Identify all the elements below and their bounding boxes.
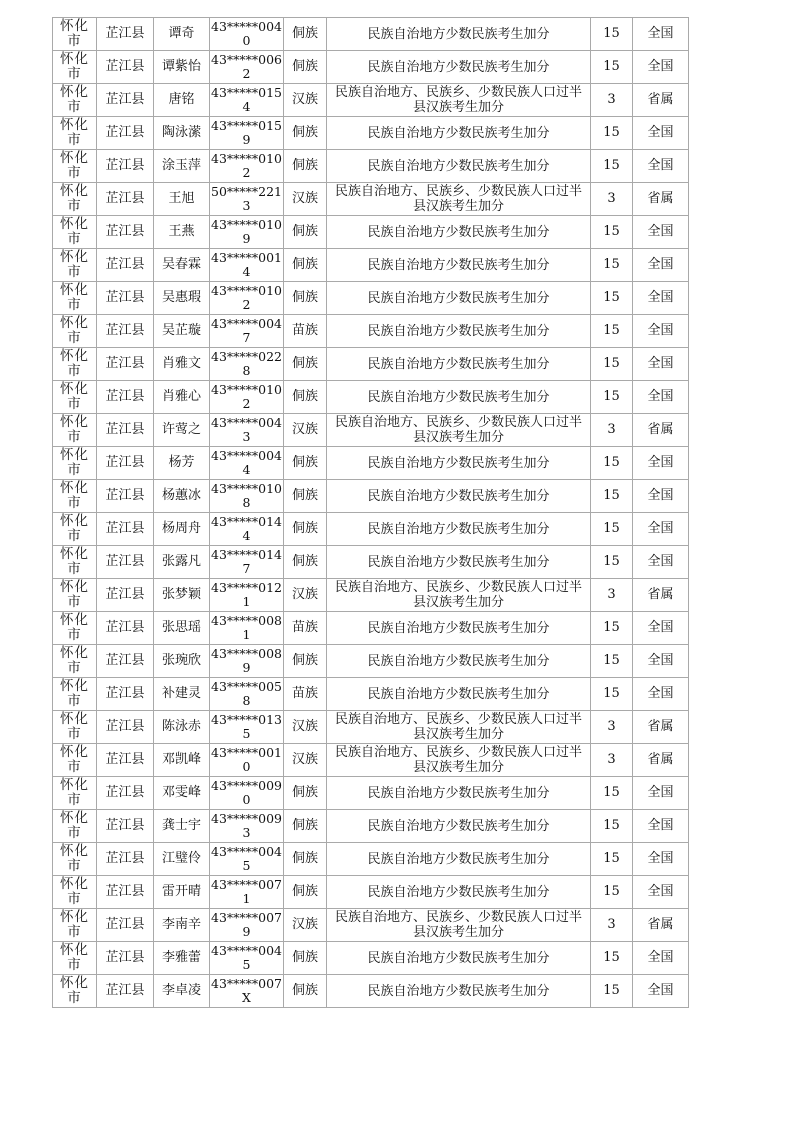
id-number-cell: 43*****0071 xyxy=(210,876,284,909)
table-row xyxy=(53,150,689,183)
bonus-points-table xyxy=(52,17,689,1008)
bonus-points-cell: 15 xyxy=(591,150,633,183)
table-row xyxy=(53,249,689,282)
bonus-points-cell: 15 xyxy=(591,348,633,381)
bonus-points-cell: 3 xyxy=(591,414,633,447)
id-number-cell: 43*****0154 xyxy=(210,84,284,117)
county-cell: 芷江县 xyxy=(97,612,154,645)
bonus-points-cell: 15 xyxy=(591,18,633,51)
county-cell: 芷江县 xyxy=(97,975,154,1008)
table-row xyxy=(53,909,689,942)
table-row xyxy=(53,84,689,117)
bonus-points-cell: 15 xyxy=(591,612,633,645)
city-cell: 怀化市 xyxy=(53,942,97,975)
scope-cell: 全国 xyxy=(633,645,689,678)
scope-cell: 全国 xyxy=(633,612,689,645)
table-row xyxy=(53,315,689,348)
city-cell: 怀化市 xyxy=(53,447,97,480)
name-cell: 谭紫怡 xyxy=(154,51,210,84)
ethnicity-cell: 侗族 xyxy=(284,249,327,282)
scope-cell: 全国 xyxy=(633,447,689,480)
table-row xyxy=(53,612,689,645)
bonus-points-cell: 15 xyxy=(591,975,633,1008)
ethnicity-cell: 汉族 xyxy=(284,84,327,117)
scope-cell: 全国 xyxy=(633,843,689,876)
scope-cell: 全国 xyxy=(633,249,689,282)
name-cell: 陈泳赤 xyxy=(154,711,210,744)
bonus-policy-cell: 民族自治地方、民族乡、少数民族人口过半县汉族考生加分 xyxy=(327,84,591,117)
id-number-cell: 43*****0081 xyxy=(210,612,284,645)
bonus-policy-cell: 民族自治地方少数民族考生加分 xyxy=(327,249,591,282)
table-row xyxy=(53,117,689,150)
scope-cell: 省属 xyxy=(633,711,689,744)
ethnicity-cell: 汉族 xyxy=(284,909,327,942)
name-cell: 张琬欣 xyxy=(154,645,210,678)
name-cell: 谭奇 xyxy=(154,18,210,51)
id-number-cell: 43*****0045 xyxy=(210,942,284,975)
county-cell: 芷江县 xyxy=(97,645,154,678)
city-cell: 怀化市 xyxy=(53,975,97,1008)
table-row xyxy=(53,876,689,909)
county-cell: 芷江县 xyxy=(97,414,154,447)
scope-cell: 省属 xyxy=(633,414,689,447)
table-row xyxy=(53,414,689,447)
bonus-policy-cell: 民族自治地方少数民族考生加分 xyxy=(327,645,591,678)
name-cell: 李南辛 xyxy=(154,909,210,942)
city-cell: 怀化市 xyxy=(53,315,97,348)
city-cell: 怀化市 xyxy=(53,579,97,612)
scope-cell: 全国 xyxy=(633,348,689,381)
id-number-cell: 43*****0093 xyxy=(210,810,284,843)
bonus-policy-cell: 民族自治地方、民族乡、少数民族人口过半县汉族考生加分 xyxy=(327,414,591,447)
bonus-policy-cell: 民族自治地方少数民族考生加分 xyxy=(327,942,591,975)
scope-cell: 全国 xyxy=(633,942,689,975)
bonus-policy-cell: 民族自治地方少数民族考生加分 xyxy=(327,612,591,645)
id-number-cell: 43*****0121 xyxy=(210,579,284,612)
ethnicity-cell: 侗族 xyxy=(284,282,327,315)
bonus-points-cell: 15 xyxy=(591,480,633,513)
name-cell: 张梦颖 xyxy=(154,579,210,612)
bonus-points-cell: 3 xyxy=(591,744,633,777)
county-cell: 芷江县 xyxy=(97,711,154,744)
county-cell: 芷江县 xyxy=(97,678,154,711)
id-number-cell: 43*****0044 xyxy=(210,447,284,480)
county-cell: 芷江县 xyxy=(97,942,154,975)
bonus-policy-cell: 民族自治地方少数民族考生加分 xyxy=(327,282,591,315)
id-number-cell: 43*****0147 xyxy=(210,546,284,579)
county-cell: 芷江县 xyxy=(97,117,154,150)
county-cell: 芷江县 xyxy=(97,546,154,579)
city-cell: 怀化市 xyxy=(53,414,97,447)
bonus-points-cell: 15 xyxy=(591,843,633,876)
ethnicity-cell: 苗族 xyxy=(284,612,327,645)
ethnicity-cell: 汉族 xyxy=(284,414,327,447)
name-cell: 吴芷璇 xyxy=(154,315,210,348)
bonus-policy-cell: 民族自治地方、民族乡、少数民族人口过半县汉族考生加分 xyxy=(327,579,591,612)
table-row xyxy=(53,216,689,249)
city-cell: 怀化市 xyxy=(53,909,97,942)
bonus-points-cell: 15 xyxy=(591,777,633,810)
id-number-cell: 43*****0102 xyxy=(210,381,284,414)
name-cell: 吴惠瑕 xyxy=(154,282,210,315)
bonus-points-cell: 3 xyxy=(591,579,633,612)
ethnicity-cell: 侗族 xyxy=(284,810,327,843)
id-number-cell: 43*****0144 xyxy=(210,513,284,546)
city-cell: 怀化市 xyxy=(53,843,97,876)
bonus-policy-cell: 民族自治地方、民族乡、少数民族人口过半县汉族考生加分 xyxy=(327,711,591,744)
name-cell: 江璧伶 xyxy=(154,843,210,876)
bonus-points-cell: 15 xyxy=(591,117,633,150)
table-body xyxy=(53,18,689,1008)
scope-cell: 全国 xyxy=(633,150,689,183)
bonus-policy-cell: 民族自治地方少数民族考生加分 xyxy=(327,18,591,51)
bonus-policy-cell: 民族自治地方少数民族考生加分 xyxy=(327,843,591,876)
ethnicity-cell: 侗族 xyxy=(284,843,327,876)
name-cell: 李雅蕾 xyxy=(154,942,210,975)
ethnicity-cell: 侗族 xyxy=(284,645,327,678)
bonus-points-cell: 3 xyxy=(591,183,633,216)
county-cell: 芷江县 xyxy=(97,579,154,612)
name-cell: 杨蕙冰 xyxy=(154,480,210,513)
table-row xyxy=(53,777,689,810)
name-cell: 王燕 xyxy=(154,216,210,249)
bonus-policy-cell: 民族自治地方少数民族考生加分 xyxy=(327,480,591,513)
bonus-points-cell: 3 xyxy=(591,84,633,117)
id-number-cell: 43*****0043 xyxy=(210,414,284,447)
bonus-policy-cell: 民族自治地方少数民族考生加分 xyxy=(327,546,591,579)
bonus-policy-cell: 民族自治地方、民族乡、少数民族人口过半县汉族考生加分 xyxy=(327,183,591,216)
bonus-points-cell: 15 xyxy=(591,315,633,348)
table-row xyxy=(53,645,689,678)
scope-cell: 全国 xyxy=(633,480,689,513)
name-cell: 肖雅心 xyxy=(154,381,210,414)
county-cell: 芷江县 xyxy=(97,480,154,513)
table-row xyxy=(53,546,689,579)
id-number-cell: 50*****2213 xyxy=(210,183,284,216)
table-row xyxy=(53,480,689,513)
scope-cell: 全国 xyxy=(633,975,689,1008)
city-cell: 怀化市 xyxy=(53,810,97,843)
id-number-cell: 43*****0135 xyxy=(210,711,284,744)
id-number-cell: 43*****0102 xyxy=(210,150,284,183)
name-cell: 陶泳潆 xyxy=(154,117,210,150)
ethnicity-cell: 汉族 xyxy=(284,183,327,216)
bonus-policy-cell: 民族自治地方少数民族考生加分 xyxy=(327,447,591,480)
name-cell: 李卓凌 xyxy=(154,975,210,1008)
scope-cell: 省属 xyxy=(633,579,689,612)
city-cell: 怀化市 xyxy=(53,645,97,678)
id-number-cell: 43*****0159 xyxy=(210,117,284,150)
bonus-points-cell: 15 xyxy=(591,51,633,84)
ethnicity-cell: 侗族 xyxy=(284,513,327,546)
id-number-cell: 43*****0045 xyxy=(210,843,284,876)
county-cell: 芷江县 xyxy=(97,183,154,216)
city-cell: 怀化市 xyxy=(53,84,97,117)
ethnicity-cell: 侗族 xyxy=(284,975,327,1008)
scope-cell: 全国 xyxy=(633,513,689,546)
name-cell: 吴春霖 xyxy=(154,249,210,282)
id-number-cell: 43*****0014 xyxy=(210,249,284,282)
id-number-cell: 43*****0079 xyxy=(210,909,284,942)
scope-cell: 全国 xyxy=(633,282,689,315)
ethnicity-cell: 侗族 xyxy=(284,51,327,84)
bonus-policy-cell: 民族自治地方少数民族考生加分 xyxy=(327,51,591,84)
city-cell: 怀化市 xyxy=(53,282,97,315)
ethnicity-cell: 侗族 xyxy=(284,381,327,414)
table-row xyxy=(53,51,689,84)
table-row xyxy=(53,282,689,315)
name-cell: 肖雅文 xyxy=(154,348,210,381)
bonus-points-cell: 3 xyxy=(591,909,633,942)
county-cell: 芷江县 xyxy=(97,348,154,381)
name-cell: 杨芳 xyxy=(154,447,210,480)
table-row xyxy=(53,18,689,51)
county-cell: 芷江县 xyxy=(97,150,154,183)
table-row xyxy=(53,183,689,216)
city-cell: 怀化市 xyxy=(53,480,97,513)
id-number-cell: 43*****0089 xyxy=(210,645,284,678)
scope-cell: 省属 xyxy=(633,909,689,942)
name-cell: 杨周舟 xyxy=(154,513,210,546)
scope-cell: 全国 xyxy=(633,18,689,51)
id-number-cell: 43*****0047 xyxy=(210,315,284,348)
id-number-cell: 43*****0108 xyxy=(210,480,284,513)
county-cell: 芷江县 xyxy=(97,216,154,249)
id-number-cell: 43*****0062 xyxy=(210,51,284,84)
ethnicity-cell: 侗族 xyxy=(284,150,327,183)
table-row xyxy=(53,513,689,546)
bonus-points-cell: 15 xyxy=(591,645,633,678)
county-cell: 芷江县 xyxy=(97,315,154,348)
bonus-policy-cell: 民族自治地方、民族乡、少数民族人口过半县汉族考生加分 xyxy=(327,744,591,777)
county-cell: 芷江县 xyxy=(97,447,154,480)
id-number-cell: 43*****0058 xyxy=(210,678,284,711)
table-row xyxy=(53,348,689,381)
bonus-policy-cell: 民族自治地方少数民族考生加分 xyxy=(327,150,591,183)
ethnicity-cell: 汉族 xyxy=(284,744,327,777)
ethnicity-cell: 侗族 xyxy=(284,480,327,513)
table-row xyxy=(53,810,689,843)
scope-cell: 全国 xyxy=(633,678,689,711)
bonus-points-cell: 15 xyxy=(591,546,633,579)
county-cell: 芷江县 xyxy=(97,249,154,282)
bonus-points-cell: 15 xyxy=(591,942,633,975)
county-cell: 芷江县 xyxy=(97,282,154,315)
scope-cell: 全国 xyxy=(633,216,689,249)
ethnicity-cell: 侗族 xyxy=(284,348,327,381)
bonus-points-cell: 15 xyxy=(591,513,633,546)
bonus-policy-cell: 民族自治地方少数民族考生加分 xyxy=(327,777,591,810)
scope-cell: 省属 xyxy=(633,744,689,777)
scope-cell: 省属 xyxy=(633,183,689,216)
scope-cell: 全国 xyxy=(633,315,689,348)
table-row xyxy=(53,711,689,744)
ethnicity-cell: 苗族 xyxy=(284,315,327,348)
bonus-policy-cell: 民族自治地方少数民族考生加分 xyxy=(327,678,591,711)
ethnicity-cell: 汉族 xyxy=(284,579,327,612)
city-cell: 怀化市 xyxy=(53,612,97,645)
city-cell: 怀化市 xyxy=(53,546,97,579)
id-number-cell: 43*****0109 xyxy=(210,216,284,249)
ethnicity-cell: 侗族 xyxy=(284,216,327,249)
county-cell: 芷江县 xyxy=(97,18,154,51)
bonus-points-cell: 15 xyxy=(591,810,633,843)
bonus-policy-cell: 民族自治地方少数民族考生加分 xyxy=(327,513,591,546)
name-cell: 邓凯峰 xyxy=(154,744,210,777)
id-number-cell: 43*****0102 xyxy=(210,282,284,315)
city-cell: 怀化市 xyxy=(53,876,97,909)
name-cell: 王旭 xyxy=(154,183,210,216)
bonus-policy-cell: 民族自治地方少数民族考生加分 xyxy=(327,315,591,348)
city-cell: 怀化市 xyxy=(53,744,97,777)
ethnicity-cell: 侗族 xyxy=(284,18,327,51)
county-cell: 芷江县 xyxy=(97,810,154,843)
bonus-points-cell: 15 xyxy=(591,447,633,480)
county-cell: 芷江县 xyxy=(97,876,154,909)
table-row xyxy=(53,678,689,711)
table-row xyxy=(53,447,689,480)
table-row xyxy=(53,843,689,876)
bonus-points-cell: 3 xyxy=(591,711,633,744)
city-cell: 怀化市 xyxy=(53,513,97,546)
city-cell: 怀化市 xyxy=(53,51,97,84)
name-cell: 补建灵 xyxy=(154,678,210,711)
scope-cell: 全国 xyxy=(633,810,689,843)
table-row xyxy=(53,975,689,1008)
id-number-cell: 43*****0010 xyxy=(210,744,284,777)
name-cell: 邓雯峰 xyxy=(154,777,210,810)
id-number-cell: 43*****007X xyxy=(210,975,284,1008)
ethnicity-cell: 侗族 xyxy=(284,777,327,810)
bonus-points-cell: 15 xyxy=(591,876,633,909)
county-cell: 芷江县 xyxy=(97,513,154,546)
bonus-policy-cell: 民族自治地方少数民族考生加分 xyxy=(327,876,591,909)
ethnicity-cell: 苗族 xyxy=(284,678,327,711)
ethnicity-cell: 侗族 xyxy=(284,447,327,480)
city-cell: 怀化市 xyxy=(53,216,97,249)
table-row xyxy=(53,579,689,612)
name-cell: 涂玉萍 xyxy=(154,150,210,183)
bonus-points-cell: 15 xyxy=(591,282,633,315)
county-cell: 芷江县 xyxy=(97,843,154,876)
id-number-cell: 43*****0040 xyxy=(210,18,284,51)
city-cell: 怀化市 xyxy=(53,678,97,711)
scope-cell: 全国 xyxy=(633,117,689,150)
scope-cell: 全国 xyxy=(633,381,689,414)
county-cell: 芷江县 xyxy=(97,84,154,117)
ethnicity-cell: 侗族 xyxy=(284,546,327,579)
city-cell: 怀化市 xyxy=(53,381,97,414)
ethnicity-cell: 侗族 xyxy=(284,117,327,150)
bonus-points-cell: 15 xyxy=(591,678,633,711)
county-cell: 芷江县 xyxy=(97,777,154,810)
city-cell: 怀化市 xyxy=(53,150,97,183)
table-row xyxy=(53,381,689,414)
city-cell: 怀化市 xyxy=(53,348,97,381)
ethnicity-cell: 汉族 xyxy=(284,711,327,744)
name-cell: 雷开晴 xyxy=(154,876,210,909)
bonus-policy-cell: 民族自治地方少数民族考生加分 xyxy=(327,216,591,249)
ethnicity-cell: 侗族 xyxy=(284,942,327,975)
table-row xyxy=(53,942,689,975)
county-cell: 芷江县 xyxy=(97,381,154,414)
city-cell: 怀化市 xyxy=(53,18,97,51)
bonus-policy-cell: 民族自治地方、民族乡、少数民族人口过半县汉族考生加分 xyxy=(327,909,591,942)
id-number-cell: 43*****0090 xyxy=(210,777,284,810)
city-cell: 怀化市 xyxy=(53,183,97,216)
county-cell: 芷江县 xyxy=(97,909,154,942)
bonus-policy-cell: 民族自治地方少数民族考生加分 xyxy=(327,975,591,1008)
name-cell: 张思瑶 xyxy=(154,612,210,645)
bonus-policy-cell: 民族自治地方少数民族考生加分 xyxy=(327,810,591,843)
scope-cell: 省属 xyxy=(633,84,689,117)
scope-cell: 全国 xyxy=(633,546,689,579)
bonus-points-cell: 15 xyxy=(591,381,633,414)
bonus-policy-cell: 民族自治地方少数民族考生加分 xyxy=(327,348,591,381)
county-cell: 芷江县 xyxy=(97,51,154,84)
scope-cell: 全国 xyxy=(633,51,689,84)
city-cell: 怀化市 xyxy=(53,117,97,150)
table-row xyxy=(53,744,689,777)
county-cell: 芷江县 xyxy=(97,744,154,777)
scope-cell: 全国 xyxy=(633,777,689,810)
name-cell: 唐铭 xyxy=(154,84,210,117)
city-cell: 怀化市 xyxy=(53,249,97,282)
city-cell: 怀化市 xyxy=(53,777,97,810)
bonus-policy-cell: 民族自治地方少数民族考生加分 xyxy=(327,381,591,414)
bonus-points-cell: 15 xyxy=(591,249,633,282)
name-cell: 许莺之 xyxy=(154,414,210,447)
name-cell: 龚士宇 xyxy=(154,810,210,843)
bonus-policy-cell: 民族自治地方少数民族考生加分 xyxy=(327,117,591,150)
name-cell: 张露凡 xyxy=(154,546,210,579)
scope-cell: 全国 xyxy=(633,876,689,909)
city-cell: 怀化市 xyxy=(53,711,97,744)
bonus-points-cell: 15 xyxy=(591,216,633,249)
id-number-cell: 43*****0228 xyxy=(210,348,284,381)
ethnicity-cell: 侗族 xyxy=(284,876,327,909)
